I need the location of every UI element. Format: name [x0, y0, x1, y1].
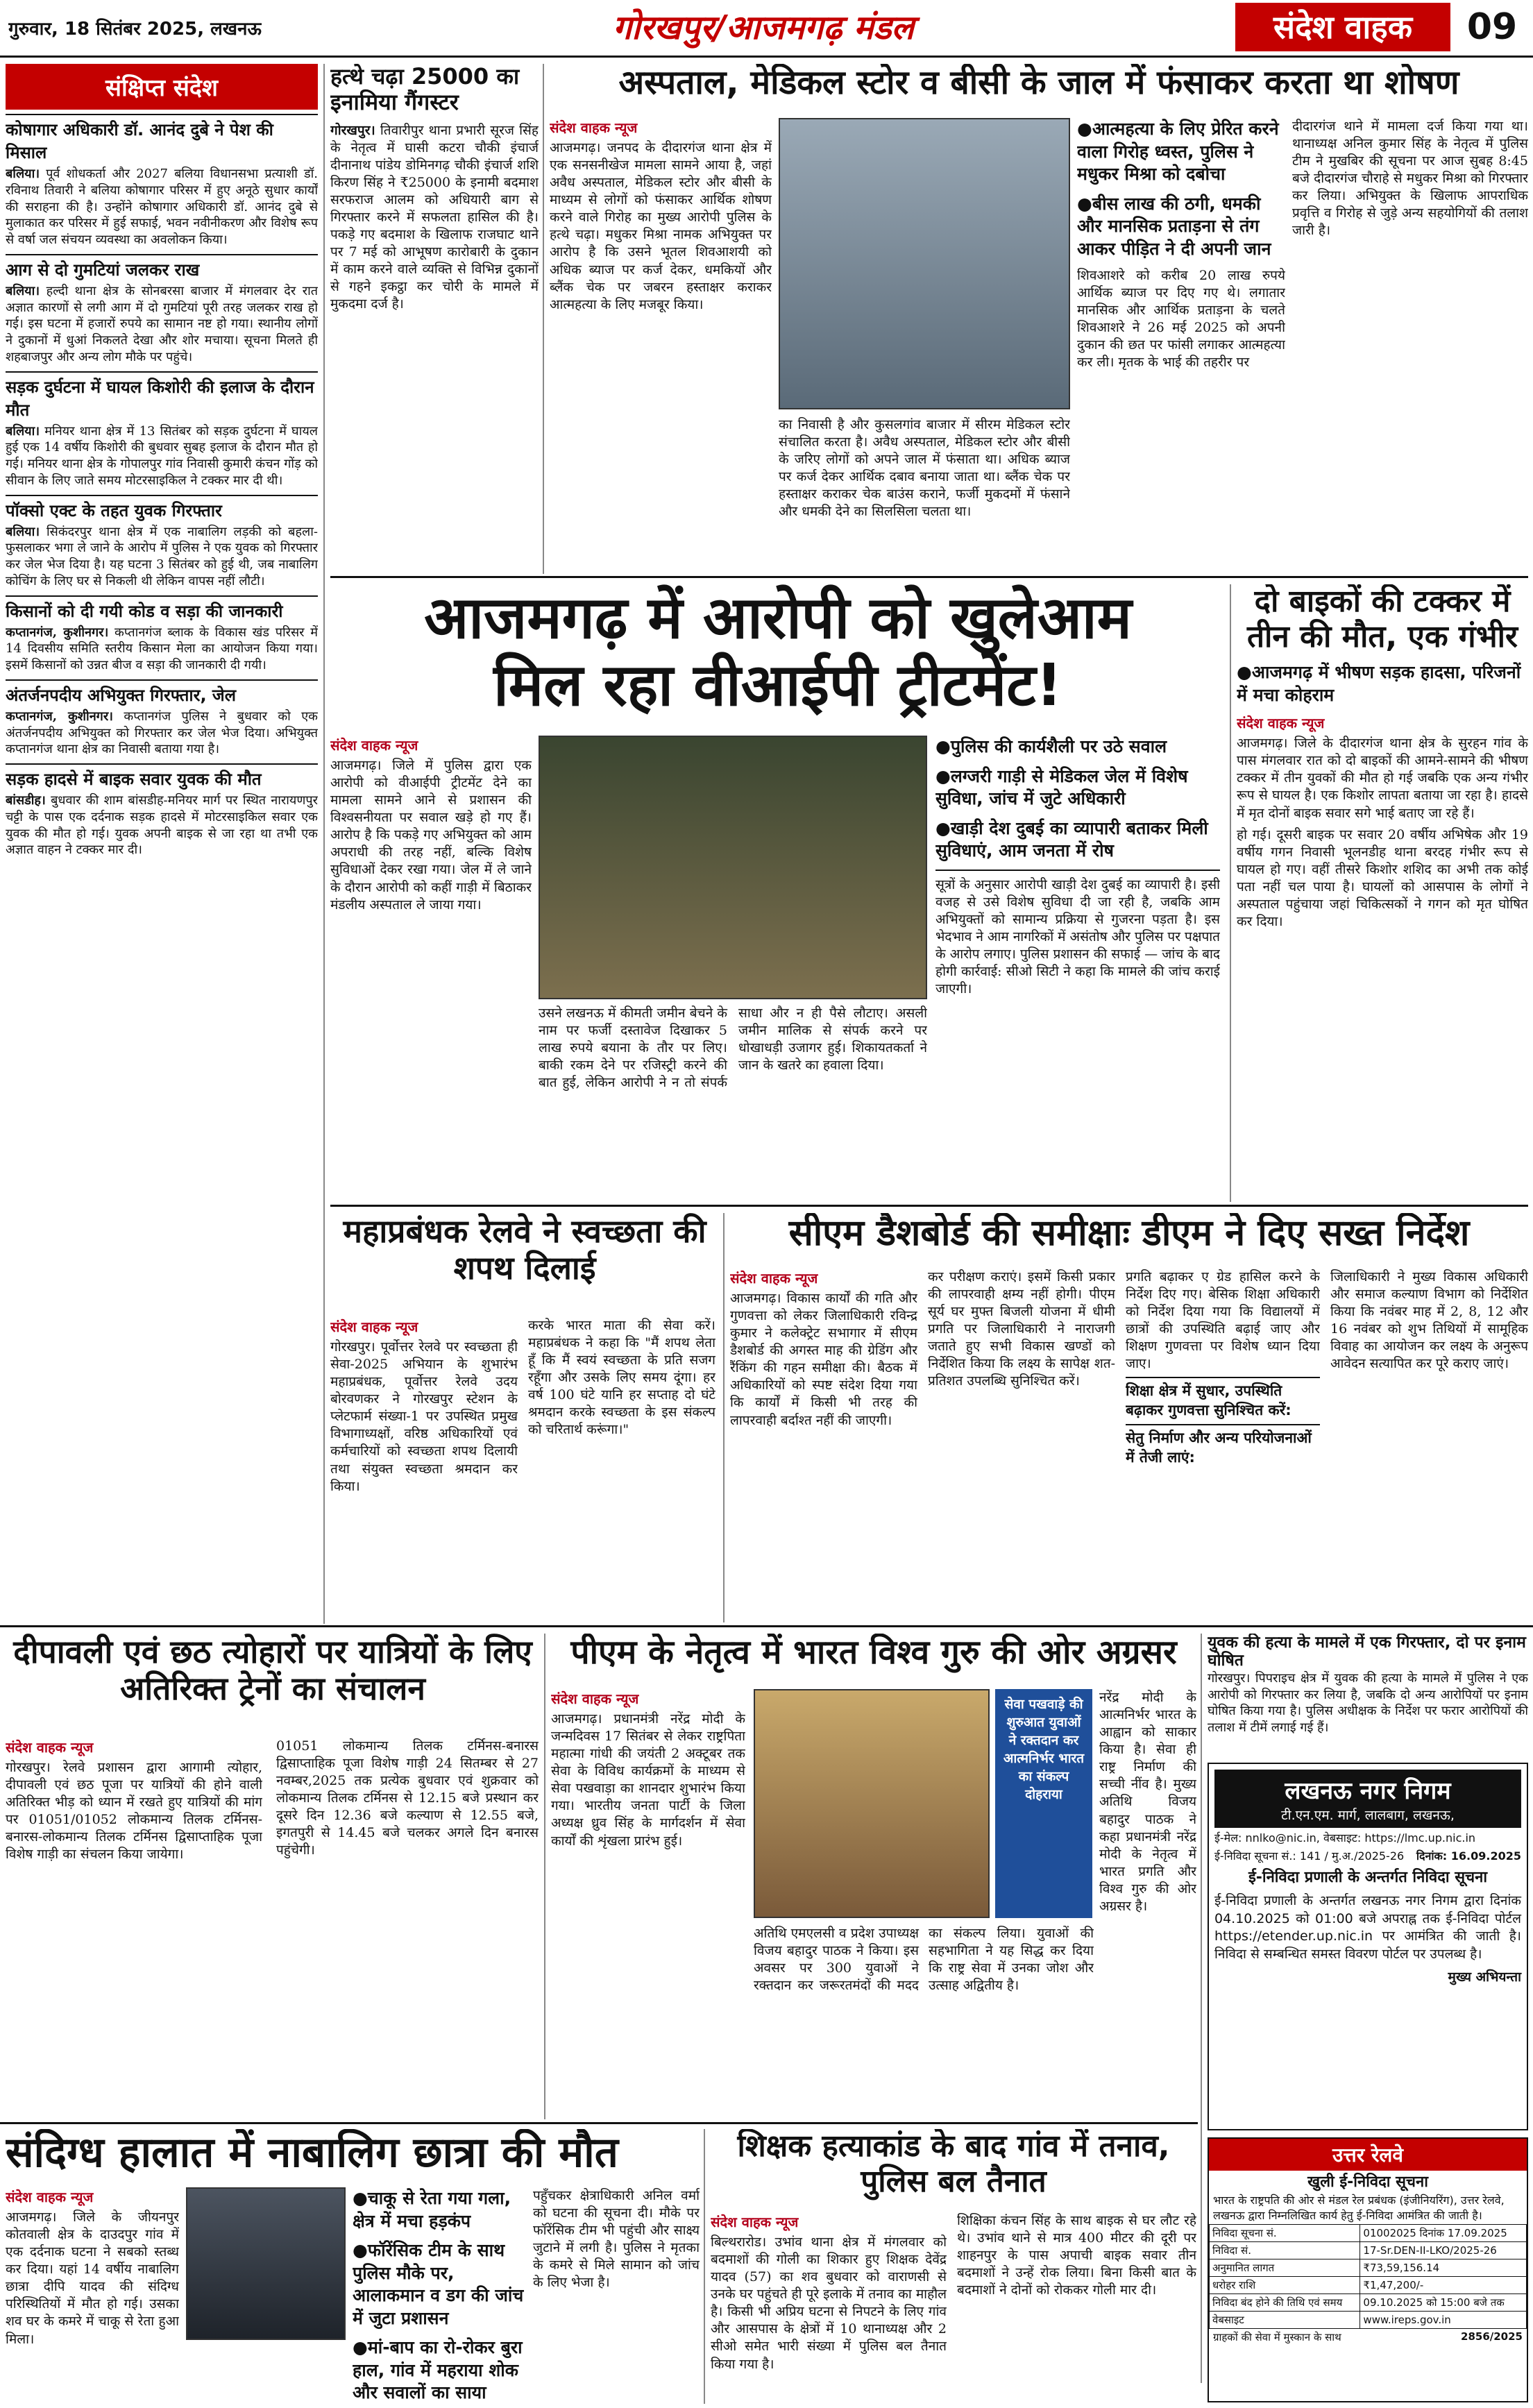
- highlights: [1077, 118, 1285, 260]
- highlight-point: ● आजमगढ़ में भीषण सड़क हादसा, परिजनों में मचा कोहराम: [1237, 661, 1528, 706]
- row-label: अनुमानित लागत: [1210, 2259, 1360, 2277]
- story-murder-arrest: [1208, 1634, 1528, 1758]
- ad-ref: ई-निविदा सूचना सं.: 141 / मु.अ./2025-26: [1214, 1849, 1405, 1863]
- article-body-4: दीदारगंज थाने में मामला दर्ज किया गया था। थानाध्यक्ष अनिल कुमार सिंह के नेतृत्व में पुलिस टीम ने मुखबिर की सूचना पर आज सुबह 8:45 बजे दीदारगंज चौराहे से मधुकर मिश्रा को गिरफ्तार कर लिया। अभियुक्त के खिलाफ आपराधिक प्रवृत्ति व गिरोह से जुड़े अन्य सहयोगियों की तलाश जारी है।: [1292, 119, 1528, 239]
- brief-item: [6, 114, 318, 248]
- row-label: निविदा बंद होने की तिथि एवं समय: [1210, 2294, 1360, 2312]
- row-value: www.ireps.gov.in: [1360, 2312, 1527, 2329]
- sidebar-brief: [6, 64, 318, 1624]
- dateline: बलिया।: [6, 524, 40, 539]
- ad-date: दिनांक: 16.09.2025: [1416, 1849, 1521, 1863]
- row-value: 01002025 दिनांक 17.09.2025: [1360, 2225, 1527, 2242]
- article-body: आजमगढ़। जिले में पुलिस द्वारा एक आरोपी को वीआईपी ट्रीटमेंट देने का मामला सामने आने से प्रशासन की विश्वसनीयता पर सवाल खड़े हो गए हैं। आरोप है कि पकड़े गए अभियुक्त को आम अपराधी की तरह नहीं, बल्कि विशेष सुविधाओं देकर रखा गया। जेल में ले जाने के दौरान आरोपी को कहीं गाड़ी में बिठाकर मंडलीय अस्पताल ले जाया गया।: [330, 758, 532, 913]
- ad-tagline: ग्राहकों की सेवा में मुस्कान के साथ: [1213, 2331, 1341, 2344]
- highlight-point: ● बीस लाख की ठगी, धमकी और मानसिक प्रताड़ना से तंग आकर पीड़ित ने दी अपनी जान: [1077, 193, 1285, 261]
- ad-signature: मुख्य अभियन्ता: [1448, 1969, 1521, 1985]
- headline: अस्पताल, मेडिकल स्टोर व बीसी के जाल में फंसाकर करता था शोषण: [618, 64, 1459, 102]
- page-number: 09: [1466, 6, 1518, 48]
- brief-body: कप्तानगंज ब्लाक के विकास खंड परिसर में 14 दिवसीय समिति स्तरीय किसान मेला का आयोजन किया गया। इसमें किसानों को उन्नत बीज व सड़ा की जानकारी दी गयी।: [6, 625, 318, 672]
- story-pm-seva: [551, 1634, 1196, 2119]
- brand-logo: संदेश वाहक: [1235, 3, 1450, 51]
- highlights: [1237, 661, 1528, 706]
- headline: युवक की हत्या के मामले में एक गिरफ्तार, दो पर इनाम घोषित: [1208, 1634, 1526, 1670]
- ad-body: भारत के राष्ट्रपति की ओर से मंडल रेल प्रबंधक (इंजीनियरिंग), उत्तर रेलवे, लखनऊ द्वारा निम्नलिखित कार्य हेतु ई-निविदा आमंत्रित की जाती है।: [1213, 2194, 1505, 2222]
- highlights: [935, 736, 1220, 871]
- brief-item: [6, 254, 318, 366]
- headline: दीपावली एवं छठ त्योहारों पर यात्रियों के लिए अतिरिक्त ट्रेनों का संचालन: [13, 1634, 532, 1707]
- article-body-2: हो गई। दूसरी बाइक पर सवार 20 वर्षीय अभिषेक और 19 वर्षीय गगन निवासी भूलनडीह थाना बरदह गंभीर रूप से घायल हो गए। वहीं तीसरे किशोर शशिद का अभी तक कोई पता नहीं चल पाया है। घायलों को आसपास के लोगों ने अस्पताल पहुंचाया जहां चिकित्सकों ने गगन को मृत घोषित कर दिया।: [1237, 826, 1528, 929]
- ad-body: ई-निविदा प्रणाली के अन्तर्गत लखनऊ नगर निगम द्वारा दिनांक 04.10.2025 को 01:00 बजे अपराह्न तक ई-निविदा पोर्टल https://etender.up.nic.in पर आमंत्रित की जाती है। निविदा से सम्बन्धित समस्त विवरण पोर्टल पर उपलब्ध है।: [1214, 1892, 1521, 1962]
- article-body-4: जिलाधिकारी ने मुख्य विकास अधिकारी और समाज कल्याण विभाग को निर्देशित किया कि नवंबर माह में 2, 8, 12 और 16 नवंबर को शुभ तिथियों में सामूहिक विवाह का आयोजन कर लक्ष्य के अनुरूप आवेदन सत्यापित कर पूरे कराए जाएं।: [1330, 1269, 1528, 1372]
- article-body-2: करके भारत माता की सेवा करें। महाप्रबंधक ने कहा कि "मैं शपथ लेता हूँ कि मैं स्वयं स्वच्छता के प्रति सजग रहूँगा और उसके लिए समय दूंगा। हर वर्ष 100 घंटे यानि हर सप्ताह दो घंटे श्रमदान करके स्वच्छता के इस संकल्प को चरितार्थ करूंगा।": [528, 1318, 715, 1438]
- byline: संदेश वाहक न्यूज: [551, 1690, 639, 1707]
- byline: संदेश वाहक न्यूज: [6, 1739, 94, 1756]
- article-body-2: शिक्षिका कंचन सिंह के साथ बाइक से घर लौट रहे थे। उभांव थाने से मात्र 400 मीटर की दूरी पर शाहनपुर के पास अपाची बाइक सवार तीन बदमाशों ने उन्हें रोक लिया। बिना किसी बात के बदमाशों ने दोनों को रोककर गोली मार दी।: [957, 2213, 1196, 2298]
- brief-headline: किसानों को दी गयी कोड व सड़ा की जानकारी: [6, 595, 318, 622]
- row-value: ₹1,47,200/-: [1360, 2277, 1527, 2294]
- article-body: बिल्थरारोड। उभांव थाना क्षेत्र में मंगलवार को बदमाशों की गोली का शिकार हुए शिक्षक देवेंद्र यादव (57) का शव बुधवार को वाराणसी से उनके घर पहुंचते ही पूरे इलाके में तनाव का माहौल है। किसी भी अप्रिय घटना से निपटने के लिए गांव और आसपास के क्षेत्रों में 10 थानाध्यक्ष और 2 सीओ समेत भारी संख्या में पुलिस बल तैनात किया गया है।: [711, 2235, 947, 2372]
- brief-headline: सड़क हादसे में बाइक सवार युवक की मौत: [6, 763, 318, 790]
- table-row: [1210, 2312, 1527, 2329]
- brief-headline: आग से दो गुमटियां जलकर राख: [6, 254, 318, 281]
- article-body: तिवारीपुर थाना प्रभारी सूरज सिंह के नेतृत्व में घासी कटरा चौकी इंचार्ज दीनानाथ पांडेय डोमिनगढ़ चौकी इंचार्ज शशि किरण सिंह ने ₹25000 के इनामी बदमाश सरफराज आलम को अधियारी बाग से गिरफ्तार करने में सफलता हासिल की है। पकड़े गए बदमाश के खिलाफ राजघाट थाने पर 7 मई को आभूषण कारोबारी के दुकान में काम करने वाले व्यक्ति से विभिन्न दुकानों से गहने इकट्ठा कर चोरी के मामले में मुकदमा दर्ज है।: [330, 122, 539, 312]
- brief-headline: कोषागार अधिकारी डॉ. आनंद दुबे ने पेश की मिसाल: [6, 114, 318, 164]
- highlight-point: ● लग्जरी गाड़ी से मेडिकल जेल में विशेष सुविधा, जांच में जुटे अधिकारी: [935, 765, 1220, 811]
- ad-title: उत्तर रेलवे: [1209, 2139, 1527, 2171]
- vehicle-photo: [539, 736, 927, 999]
- byline: संदेश वाहक न्यूज: [330, 1319, 418, 1335]
- table-row: [1210, 2259, 1527, 2277]
- brief-body: मनियर थाना क्षेत्र में 13 सितंबर को सड़क दुर्घटना में घायल हुई एक 14 वर्षीय किशोरी की बुधवार सुबह इलाज के दौरान मौत हो गई। मनियर थाना क्षेत्र के गोपालपुर गांव निवासी कुमारी कंचन गोंड़ को सीवान के लिए जाते समय मोटरसाइकिल ने टक्कर मार दी थी।: [6, 423, 318, 488]
- highlights: [353, 2187, 526, 2402]
- brief-body: बुधवार की शाम बांसडीह-मनियर मार्ग पर स्थित नारायणपुर चट्टी के पास एक दर्दनाक सड़क हादसे में मोटरसाइकिल सवार एक युवक की मौत हो गई। युवक अपनी बाइक से जा रहा था तभी एक अज्ञात वाहन ने टक्कर मार दी।: [6, 793, 318, 858]
- article-body: गोरखपुर। पिपराइच क्षेत्र में युवक की हत्या के मामले में पुलिस ने एक आरोपी को गिरफ्तार कर लिया है, जबकि दो अन्य आरोपियों पर इनाम घोषित किया गया है। पुलिस अधीक्षक के निर्देश पर फरार आरोपियों की तलाश में टीमें लगाई गई हैं।: [1208, 1670, 1528, 1736]
- brief-body: कप्तानगंज पुलिस ने बुधवार को एक अंतर्जनपदीय अभियुक्त को गिरफ्तार कर जेल भेज दिया। अभियुक्त कप्तानगंज थाना क्षेत्र का निवासी बताया गया है।: [6, 709, 318, 757]
- row-label: निविदा सं.: [1210, 2242, 1360, 2259]
- highlight-point: ● मां-बाप का रो-रोकर बुरा हाल, गांव में महराया शोक और सवालों का साया: [353, 2337, 526, 2402]
- byline: संदेश वाहक न्यूज: [730, 1270, 818, 1287]
- row-label: वेबसाइट: [1210, 2312, 1360, 2329]
- ad-subtitle: खुली ई-निविदा सूचना: [1307, 2173, 1428, 2191]
- article-body-2: उसने लखनऊ में कीमती जमीन बेचने के नाम पर फर्जी दस्तावेज दिखाकर 5 लाख रुपये बयाना के तौर पर लिए। बाकी रकम देने पर रजिस्ट्री करने की बात हुई, लेकिन आरोपी ने न तो संपर्क साधा और न ही पैसे लौटाए। असली जमीन मालिक से संपर्क करने पर धोखाधड़ी उजागर हुई। शिकायतकर्ता ने जान के खतरे का हवाला दिया।: [539, 1006, 927, 1091]
- article-body: गोरखपुर। पूर्वोत्तर रेलवे पर स्वच्छता ही सेवा-2025 अभियान के शुभारंभ महाप्रबंधक, पूर्वोत्तर रेलवे उदय बोरवणकर ने गोरखपुर स्टेशन के प्लेटफार्म संख्या-1 पर उपस्थित प्रमुख विभागाध्यक्षों, वरिष्ठ अधिकारियों एवं कर्मचारियों को स्वच्छता शपथ दिलायी तथा संयुक्त स्वच्छता श्रमदान कर किया।: [330, 1339, 518, 1494]
- edition-date: गुरुवार, 18 सितंबर 2025, लखनऊ: [8, 19, 262, 40]
- brief-item: [6, 679, 318, 758]
- section-title: गोरखपुर/आजमगढ़ मंडल: [613, 8, 914, 47]
- ad-heading: ई-निविदा प्रणाली के अन्तर्गत निविदा सूचना: [1248, 1869, 1488, 1887]
- table-row: [1210, 2225, 1527, 2242]
- byline: संदेश वाहक न्यूज: [330, 737, 418, 754]
- brief-item: [6, 495, 318, 590]
- article-body-3: सूत्रों के अनुसार आरोपी खाड़ी देश दुबई का व्यापारी है। इसी वजह से उसे विशेष सुविधा दी जा रही है, जबकि आम अभियुक्तों को सामान्य प्रक्रिया से गुजरना पड़ता है। इस भेदभाव ने आम नागरिकों में असंतोष और पुलिस पर पक्षपात के आरोप लगाए। पुलिस प्रशासन की सफाई — जांच के बाद होगी कार्रवाई: सीओ सिटी ने कहा कि मामले की जांच कराई जाएगी।: [935, 876, 1220, 997]
- brief-body: पूर्व शोधकर्ता और 2027 बलिया विधानसभा प्रत्याशी डॉ. रविनाथ तिवारी ने बलिया कोषागार परिसर में हुए अनूठे सुधार कार्यों की सराहना की है। उन्होंने कोषागार अधिकारी डॉ. आनंद दुबे से मुलाकात कर परिसर में हुई सफाई, भवन नवीनीकरण और विशेष रूप से वर्षा जल संचयन व्यवस्था का अवलोकन किया।: [6, 167, 318, 247]
- byline: संदेश वाहक न्यूज: [6, 2189, 94, 2205]
- crime-scene-photo: [186, 2187, 346, 2340]
- highlight-point: ● आत्महत्या के लिए प्रेरित करने वाला गिरोह ध्वस्त, पुलिस ने मधुकर मिश्रा को दबोचा: [1077, 118, 1285, 186]
- story-railway-cleanliness: [330, 1213, 719, 1622]
- dateline: बलिया।: [6, 167, 40, 181]
- article-body-3: शिवआशरे को करीब 20 लाख रुपये आर्थिक ब्याज पर दिए गए थे। लगातार मानसिक और आर्थिक प्रताड़ना के चलते शिवआशरे ने 26 मई 2025 को अपनी दुकान की छत पर फांसी लगाकर आत्महत्या कर ली। मृतक के भाई की तहरीर पर: [1077, 268, 1285, 371]
- highlight-point: ● खाड़ी देश दुबई का व्यापारी बताकर मिली सुविधाएं, आम जनता में रोष: [935, 817, 1220, 863]
- ad-title: लखनऊ नगर निगम: [1285, 1777, 1451, 1805]
- photo-caption: सेवा पखवाड़े की शुरुआत युवाओं ने रक्तदान कर आत्मनिर्भर भारत का संकल्प दोहराया: [1003, 1697, 1085, 1802]
- dateline: कप्तानगंज, कुशीनगर।: [6, 709, 113, 724]
- story-accident: [1237, 584, 1528, 1202]
- table-row: [1210, 2242, 1527, 2259]
- blood-donation-photo: [754, 1689, 990, 1918]
- dateline: बांसडीह।: [6, 793, 46, 808]
- brief-headline: अंतर्जनपदीय अभियुक्त गिरफ्तार, जेल: [6, 679, 318, 706]
- article-body-2: कर परीक्षण कराएं। इसमें किसी प्रकार की लापरवाही क्षम्य नहीं होगी। पीएम सूर्य घर मुफ्त बिजली योजना में धीमी प्रगति पर जिलाधिकारी ने नाराजगी जताते हुए सभी विकास खण्डों को निर्देशित किया कि लक्ष्य के सापेक्ष शत-प्रतिशत उपलब्धि सुनिश्चित करें।: [928, 1269, 1115, 1389]
- brief-body: सिकंदरपुर थाना क्षेत्र में एक नाबालिग लड़की को बहला-फुसलाकर भगा ले जाने के आरोप में पुलिस ने एक युवक को गिरफ्तार कर जेल भेज दिया है। यह घटना 3 सितंबर को हुई थी, जब नाबालिग कोचिंग के लिए घर से निकली थी लेकिन वापस नहीं लौटी।: [6, 524, 318, 588]
- story-teacher-tension: [711, 2129, 1196, 2404]
- article-body-2: पहुँचकर क्षेत्राधिकारी अनिल वर्मा को घटना की सूचना दी। मौके पर फॉरेंसिक टीम भी पहुंची और साक्ष्य जुटाने में लगी है। पुलिस ने मृतका के कमरे से मिले सामान को जांच के लिए भेजा है।: [533, 2188, 700, 2291]
- headline: शिक्षक हत्याकांड के बाद गांव में तनाव, पुलिस बल तैनात: [737, 2129, 1170, 2199]
- article-body-2: 01051 लोकमान्य तिलक टर्मिनस-बनारस द्विसाप्ताहिक पूजा विशेष गाड़ी 24 सितम्बर से 27 नवम्बर,2025 तक प्रत्येक बुधवार एवं शुक्रवार को लोकमान्य तिलक टर्मिनस से 12.15 बजे प्रस्थान कर दूसरे दिन 12.36 बजे कल्याण से 12.55 बजे, इगतपुरी से 14.45 बजे चलकर अगले दिन बनारस पहुंचेगी।: [276, 1738, 539, 1858]
- headline: हत्थे चढ़ा 25000 का इनामिया गैंगस्टर: [330, 64, 520, 115]
- dateline: कप्तानगंज, कुशीनगर।: [6, 625, 109, 640]
- row-label: निविदा सूचना सं.: [1210, 2225, 1360, 2242]
- brief-body: हल्दी थाना क्षेत्र के सोनबरसा बाजार में मंगलवार देर रात अज्ञात कारणों से लगी आग में दो गुमटियां पूरी तरह जलकर राख हो गई। इस घटना में हजारों रुपये का सामान नष्ट हो गया। स्थानीय लोगों ने दुकानों में धुआं निकलते देखा और शोर मचाया। सूचना मिलते ही शहबाजपुर और अन्य लोग मौके पर पहुंचे।: [6, 283, 318, 364]
- article-body: आजमगढ़। जिले के जीयनपुर कोतवाली क्षेत्र के दाउदपुर गांव में एक दर्दनाक घटना ने सबको स्तब्ध कर दिया। यहां 14 वर्षीय नाबालिग छात्रा दीपि यादव की संदिग्ध परिस्थितियों में मौत हो गई। उसका शव घर के कमरे में चाकू से रेता हुआ मिला।: [6, 2210, 179, 2347]
- article-body-2: का निवासी है और कुसलगांव बाजार में सीरम मेडिकल स्टोर संचालित करता है। अवैध अस्पताल, मेडिकल स्टोर और बीसी के जरिए लोगों को अपने जाल में फंसाता था। अधिक ब्याज पर कर्ज देकर आर्थिक दबाव बनाया जाता था। ब्लैंक चेक पर हस्ताक्षर कराकर चेक बाउंस कराने, फर्जी मुकदमों में फंसाने और धमकी देने का सिलसिला चलता था।: [779, 417, 1070, 520]
- story-gangster: [330, 64, 539, 574]
- sidebar-item-list: [6, 114, 318, 858]
- arrest-photo: [779, 118, 1070, 409]
- story-vip: [330, 584, 1226, 1202]
- masthead: [0, 0, 1533, 54]
- byline: संदेश वाहक न्यूज: [550, 119, 638, 136]
- article-body: आजमगढ़। प्रधानमंत्री नरेंद्र मोदी के जन्मदिवस 17 सितंबर से लेकर राष्ट्रपिता महात्मा गांधी की जयंती 2 अक्टूबर तक सेवा के विविध कार्यक्रमों के माध्यम से सेवा पखवाड़ा का शानदार शुभारंभ किया गया। भारतीय जनता पार्टी के जिला अध्यक्ष ध्रुव सिंह के मार्गदर्शन में सेवा कार्यों की शृंखला प्रारंभ हुई।: [551, 1711, 745, 1849]
- brief-headline: पॉक्सो एक्ट के तहत युवक गिरफ्तार: [6, 495, 318, 522]
- sidebar-title: संक्षिप्त संदेश: [6, 64, 318, 110]
- ad-nagar-nigam: [1208, 1763, 1528, 2130]
- brief-headline: सड़क दुर्घटना में घायल किशोरी की इलाज के दौरान मौत: [6, 371, 318, 421]
- story-student-death: [6, 2129, 700, 2404]
- dateline: बलिया।: [6, 283, 40, 298]
- row-value: 09.10.2025 को 15:00 बजे तक: [1360, 2294, 1527, 2312]
- article-body-3: प्रगति बढ़ाकर ए ग्रेड हासिल करने के निर्देश दिए गए। बेसिक शिक्षा अधिकारी को निर्देश दिया गया कि विद्यालयों में छात्रों की उपस्थिति बढ़ाई जाए और शिक्षण गुणवत्ता पर विशेष ध्यान दिया जाए।: [1126, 1269, 1320, 1372]
- table-row: [1210, 2294, 1527, 2312]
- headline: सीएम डैशबोर्ड की समीक्षाः डीएम ने दिए सख्त निर्देश: [788, 1213, 1470, 1254]
- ad-email: ई-मेल: nnlko@nic.in, वेबसाइट: https://lmc.up.nic.in: [1214, 1831, 1476, 1845]
- article-body: आजमगढ़। जनपद के दीदारगंज थाना क्षेत्र में एक सनसनीखेज मामला सामने आया है, जहां अवैध अस्पताल, मेडिकल स्टोर और बीसी के माध्यम से लोगों को फंसाकर आर्थिक शोषण करने वाले गिरोह का मुख्य आरोपी पुलिस के हत्थे चढ़ा। मधुकर मिश्रा नामक अभियुक्त पर आरोप है कि उसने भूतल शिवआशयी को अधिक ब्याज पर कर्ज देकर, धमकियों और ब्लैंक चेक पर जबरन हस्ताक्षर कराकर आत्महत्या के लिए मजबूर किया।: [550, 140, 772, 312]
- row-value: ₹73,59,156.14: [1360, 2259, 1527, 2277]
- highlight-point: ● फॉरेंसिक टीम के साथ पुलिस मौके पर, आलाकमान व डग की जांच में जुटा प्रशासन: [353, 2239, 526, 2330]
- row-value: 17-Sr.DEN-II-LKO/2025-26: [1360, 2242, 1527, 2259]
- photo-caption-box: [995, 1689, 1092, 1918]
- highlight-point: ● चाकू से रेता गया गला, क्षेत्र में मचा हड़कंप: [353, 2187, 526, 2232]
- subheading: शिक्षा क्षेत्र में सुधार, उपस्थिति बढ़ाकर गुणवत्ता सुनिश्चित करें:: [1126, 1377, 1320, 1420]
- brief-item: [6, 371, 318, 489]
- subheading-2: सेतु निर्माण और अन्य परियोजनाओं में तेजी लाएं:: [1126, 1424, 1320, 1467]
- brief-item: [6, 763, 318, 858]
- dateline: गोरखपुर।: [330, 122, 375, 138]
- article-body: गोरखपुर। रेलवे प्रशासन द्वारा आगामी त्योहार, दीपावली एवं छठ पूजा पर यात्रियों की होने वाली अतिरिक्त भीड़ को ध्यान में रखते हुए यात्रियों की मांग पर 01051/01052 लोकमान्य तिलक टर्मिनस-बनारस-लोकमान्य तिलक टर्मिनस द्विसाप्ताहिक पूजा विशेष गाड़ी का संचलन किया जायेगा।: [6, 1760, 262, 1863]
- headline: आजमगढ़ में आरोपी को खुलेआम मिल रहा वीआईपी ट्रीटमेंट!: [424, 584, 1132, 719]
- ad-address: टी.एन.एम. मार्ग, लालबाग, लखनऊ,: [1281, 1808, 1455, 1823]
- byline: संदेश वाहक न्यूज: [1237, 715, 1325, 732]
- article-body: आजमगढ़। जिले के दीदारगंज थाना क्षेत्र के सुरहन गांव के पास मंगलवार रात को दो बाइकों की आमने-सामने की भीषण टक्कर में तीन युवकों की मौत हो गई जबकि एक अन्य गंभीर रूप से घायल है। एक किशोर लापता बताया जा रहा है। हादसे में मृत दोनों बाइक सवार सगे भाई बताए जा रहे हैं।: [1237, 736, 1528, 821]
- table-row: [1210, 2277, 1527, 2294]
- ad-code: 2856/2025: [1461, 2330, 1523, 2343]
- article-body-2: अतिथि एमएलसी व प्रदेश उपाध्यक्ष विजय बहादुर पाठक ने किया। इस अवसर पर 300 युवाओं ने रक्तदान कर जरूरतमंदों की मदद का संकल्प लिया। युवाओं की सहभागिता ने यह सिद्ध कर दिया कि राष्ट्र सेवा में उनका जोश और उत्साह अद्वितीय है।: [754, 1926, 1094, 1994]
- byline: संदेश वाहक न्यूज: [711, 2214, 799, 2230]
- tender-table: [1209, 2224, 1527, 2329]
- headline: महाप्रबंधक रेलवे ने स्वच्छता की शपथ दिलाई: [343, 1213, 706, 1287]
- headline: संदिग्ध हालात में नाबालिग छात्रा की मौत: [6, 2129, 618, 2177]
- headline: पीएम के नेतृत्व में भारत विश्व गुरु की ओर अग्रसर: [570, 1634, 1177, 1672]
- highlight-point: ● पुलिस की कार्यशैली पर उठे सवाल: [935, 736, 1220, 758]
- story-festival-trains: [6, 1634, 540, 2119]
- row-label: धरोहर राशि: [1210, 2277, 1360, 2294]
- story-exploit: [550, 64, 1528, 574]
- story-cm-dashboard: [730, 1213, 1528, 1622]
- headline: दो बाइकों की टक्कर में तीन की मौत, एक गंभीर: [1246, 584, 1518, 654]
- article-body: आजमगढ़। विकास कार्यों की गति और गुणवत्ता को लेकर जिलाधिकारी रविन्द्र कुमार ने कलेक्ट्रेट सभागार में सीएम डैशबोर्ड की अगस्त माह की ग्रेडिंग और रैंकिंग की गहन समीक्षा की। बैठक में अधिकारियों को स्पष्ट संदेश दिया गया कि कार्यों में किसी भी तरह की लापरवाही बर्दाश्त नहीं की जाएगी।: [730, 1291, 917, 1428]
- article-body-3: नरेंद्र मोदी के आत्मनिर्भर भारत के आह्वान को साकार किया है। सेवा ही राष्ट्र निर्माण की सच्ची नींव है। मुख्य अतिथि विजय बहादुर पाठक ने कहा प्रधानमंत्री नरेंद्र मोदी के नेतृत्व में भारत प्रगति और विश्व गुरु की ओर अग्रसर है।: [1099, 1690, 1196, 1914]
- dateline: बलिया।: [6, 423, 40, 439]
- ad-northern-railway: [1208, 2137, 1528, 2402]
- brief-item: [6, 595, 318, 674]
